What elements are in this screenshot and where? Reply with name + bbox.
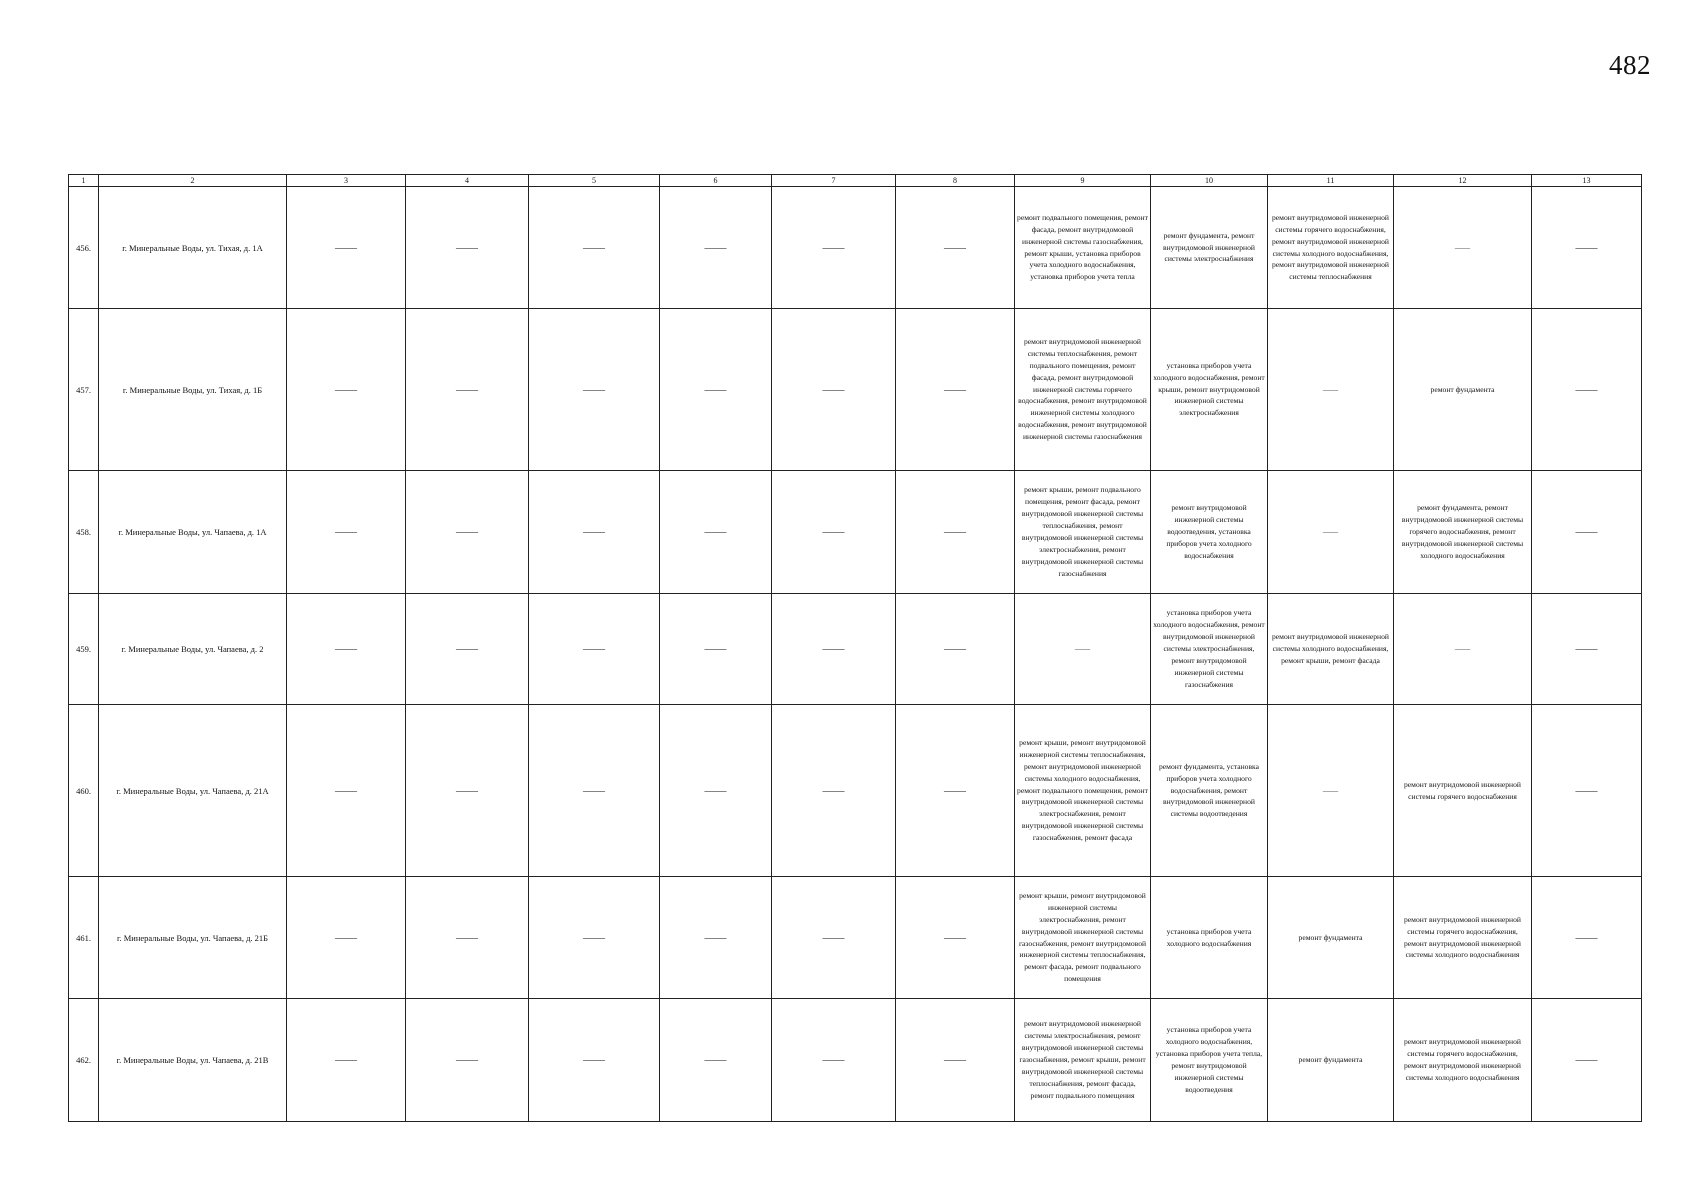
- row-number: 456.: [69, 187, 99, 309]
- empty-cell: ——: [896, 999, 1015, 1122]
- empty-cell: ——: [660, 877, 772, 999]
- works-col12: ремонт внутридомовой инженерной системы горячего водоснабжения: [1394, 705, 1532, 877]
- empty-cell: ——: [529, 187, 660, 309]
- empty-cell: ——: [287, 187, 406, 309]
- column-header: 3: [287, 175, 406, 187]
- empty-cell: ——: [772, 705, 896, 877]
- column-header: 9: [1015, 175, 1151, 187]
- works-col9: ремонт подвального помещения, ремонт фасада, ремонт внутридомовой инженерной системы газоснабжения, ремонт крыши, установка приборов учета холодного водоснабжения, установка приборов учета тепла: [1015, 187, 1151, 309]
- table-row: [69, 877, 1642, 999]
- works-col11: ремонт фундамента: [1268, 877, 1394, 999]
- works-col10: ремонт фундамента, установка приборов учета холодного водоснабжения, ремонт внутридомовой инженерной системы водоотведения: [1151, 705, 1268, 877]
- row-number: 458.: [69, 471, 99, 594]
- empty-cell: ——: [287, 705, 406, 877]
- works-col9: ремонт крыши, ремонт внутридомовой инженерной системы электроснабжения, ремонт внутридомовой инженерной системы газоснабжения, ремонт внутридомовой инженерной системы теплоснабжения, ремонт фасада, ремонт подвального помещения: [1015, 877, 1151, 999]
- works-col12: ремонт фундамента: [1394, 309, 1532, 471]
- empty-cell: ——: [660, 187, 772, 309]
- table-row: [69, 187, 1642, 309]
- column-header: 1: [69, 175, 99, 187]
- empty-cell: ——: [772, 877, 896, 999]
- empty-cell: ——: [660, 594, 772, 705]
- empty-cell: ——: [529, 594, 660, 705]
- empty-cell: ——: [1532, 309, 1642, 471]
- works-col9: ремонт внутридомовой инженерной системы теплоснабжения, ремонт подвального помещения, ремонт фасада, ремонт внутридомовой инженерной системы горячего водоснабжения, ремонт внутридомовой инженерной системы холодного водоснабжения, ремонт внутридомовой инженерной системы газоснабжения: [1015, 309, 1151, 471]
- empty-cell: ——: [772, 471, 896, 594]
- empty-cell: ——: [406, 187, 529, 309]
- row-address: г. Минеральные Воды, ул. Чапаева, д. 21Б: [99, 877, 287, 999]
- works-col11: ——: [1268, 309, 1394, 471]
- empty-cell: ——: [406, 877, 529, 999]
- row-address: г. Минеральные Воды, ул. Чапаева, д. 1А: [99, 471, 287, 594]
- empty-cell: ——: [772, 594, 896, 705]
- table-row: [69, 999, 1642, 1122]
- column-header: 11: [1268, 175, 1394, 187]
- column-header: 12: [1394, 175, 1532, 187]
- works-col11: ремонт внутридомовой инженерной системы холодного водоснабжения, ремонт крыши, ремонт фасада: [1268, 594, 1394, 705]
- works-col10: установка приборов учета холодного водоснабжения, установка приборов учета тепла, ремонт внутридомовой инженерной системы водоотведения: [1151, 999, 1268, 1122]
- empty-cell: ——: [1532, 594, 1642, 705]
- empty-cell: ——: [1532, 187, 1642, 309]
- row-address: г. Минеральные Воды, ул. Чапаева, д. 21А: [99, 705, 287, 877]
- row-number: 462.: [69, 999, 99, 1122]
- empty-cell: ——: [529, 309, 660, 471]
- works-col9: ——: [1015, 594, 1151, 705]
- works-col9: ремонт крыши, ремонт внутридомовой инженерной системы теплоснабжения, ремонт внутридомовой инженерной системы холодного водоснабжения, ремонт подвального помещения, ремонт внутридомовой инженерной системы электроснабжения, ремонт внутридомовой инженерной системы газоснабжения, ремонт фасада: [1015, 705, 1151, 877]
- works-col12: ——: [1394, 187, 1532, 309]
- works-col12: ремонт внутридомовой инженерной системы горячего водоснабжения, ремонт внутридомовой инженерной системы холодного водоснабжения: [1394, 999, 1532, 1122]
- page-number: 482: [1609, 50, 1651, 80]
- row-address: г. Минеральные Воды, ул. Чапаева, д. 21В: [99, 999, 287, 1122]
- column-header: 8: [896, 175, 1015, 187]
- empty-cell: ——: [1532, 705, 1642, 877]
- works-col11: ——: [1268, 705, 1394, 877]
- works-col10: установка приборов учета холодного водоснабжения: [1151, 877, 1268, 999]
- works-col11: ——: [1268, 471, 1394, 594]
- empty-cell: ——: [660, 999, 772, 1122]
- empty-cell: ——: [287, 594, 406, 705]
- table-row: [69, 309, 1642, 471]
- column-header: 5: [529, 175, 660, 187]
- empty-cell: ——: [406, 999, 529, 1122]
- row-address: г. Минеральные Воды, ул. Чапаева, д. 2: [99, 594, 287, 705]
- works-col12: ремонт внутридомовой инженерной системы горячего водоснабжения, ремонт внутридомовой инженерной системы холодного водоснабжения: [1394, 877, 1532, 999]
- works-col9: ремонт крыши, ремонт подвального помещения, ремонт фасада, ремонт внутридомовой инженерной системы теплоснабжения, ремонт внутридомовой инженерной системы электроснабжения, ремонт внутридомовой инженерной системы газоснабжения: [1015, 471, 1151, 594]
- empty-cell: ——: [287, 309, 406, 471]
- empty-cell: ——: [406, 705, 529, 877]
- row-address: г. Минеральные Воды, ул. Тихая, д. 1Б: [99, 309, 287, 471]
- empty-cell: ——: [287, 471, 406, 594]
- works-col11: ремонт внутридомовой инженерной системы горячего водоснабжения, ремонт внутридомовой инженерной системы холодного водоснабжения, ремонт внутридомовой инженерной системы теплоснабжения: [1268, 187, 1394, 309]
- row-address: г. Минеральные Воды, ул. Тихая, д. 1А: [99, 187, 287, 309]
- empty-cell: ——: [660, 471, 772, 594]
- column-header: 7: [772, 175, 896, 187]
- table-row: [69, 471, 1642, 594]
- row-number: 459.: [69, 594, 99, 705]
- empty-cell: ——: [529, 999, 660, 1122]
- empty-cell: ——: [406, 309, 529, 471]
- works-col11: ремонт фундамента: [1268, 999, 1394, 1122]
- empty-cell: ——: [896, 187, 1015, 309]
- empty-cell: ——: [1532, 999, 1642, 1122]
- empty-cell: ——: [896, 309, 1015, 471]
- empty-cell: ——: [896, 594, 1015, 705]
- works-col9: ремонт внутридомовой инженерной системы электроснабжения, ремонт внутридомовой инженерной системы газоснабжения, ремонт крыши, ремонт внутридомовой инженерной системы теплоснабжения, ремонт фасада, ремонт подвального помещения: [1015, 999, 1151, 1122]
- repair-schedule-table: [68, 174, 1642, 1122]
- table-row: [69, 594, 1642, 705]
- empty-cell: ——: [287, 877, 406, 999]
- row-number: 457.: [69, 309, 99, 471]
- works-col10: ремонт фундамента, ремонт внутридомовой инженерной системы электроснабжения: [1151, 187, 1268, 309]
- empty-cell: ——: [896, 877, 1015, 999]
- empty-cell: ——: [406, 471, 529, 594]
- empty-cell: ——: [772, 999, 896, 1122]
- empty-cell: ——: [1532, 471, 1642, 594]
- column-number-row: [69, 175, 1642, 187]
- works-col12: ——: [1394, 594, 1532, 705]
- column-header: 2: [99, 175, 287, 187]
- works-col10: установка приборов учета холодного водоснабжения, ремонт внутридомовой инженерной системы электроснабжения, ремонт внутридомовой инженерной системы газоснабжения: [1151, 594, 1268, 705]
- empty-cell: ——: [772, 309, 896, 471]
- empty-cell: ——: [287, 999, 406, 1122]
- column-header: 4: [406, 175, 529, 187]
- empty-cell: ——: [529, 705, 660, 877]
- empty-cell: ——: [660, 705, 772, 877]
- works-col10: ремонт внутридомовой инженерной системы водоотведения, установка приборов учета холодного водоснабжения: [1151, 471, 1268, 594]
- empty-cell: ——: [896, 471, 1015, 594]
- empty-cell: ——: [1532, 877, 1642, 999]
- column-header: 10: [1151, 175, 1268, 187]
- empty-cell: ——: [406, 594, 529, 705]
- works-col10: установка приборов учета холодного водоснабжения, ремонт крыши, ремонт внутридомовой инженерной системы электроснабжения: [1151, 309, 1268, 471]
- table-row: [69, 705, 1642, 877]
- row-number: 461.: [69, 877, 99, 999]
- column-header: 6: [660, 175, 772, 187]
- empty-cell: ——: [660, 309, 772, 471]
- works-col12: ремонт фундамента, ремонт внутридомовой инженерной системы горячего водоснабжения, ремонт внутридомовой инженерной системы холодного водоснабжения: [1394, 471, 1532, 594]
- column-header: 13: [1532, 175, 1642, 187]
- row-number: 460.: [69, 705, 99, 877]
- empty-cell: ——: [772, 187, 896, 309]
- empty-cell: ——: [529, 471, 660, 594]
- empty-cell: ——: [896, 705, 1015, 877]
- empty-cell: ——: [529, 877, 660, 999]
